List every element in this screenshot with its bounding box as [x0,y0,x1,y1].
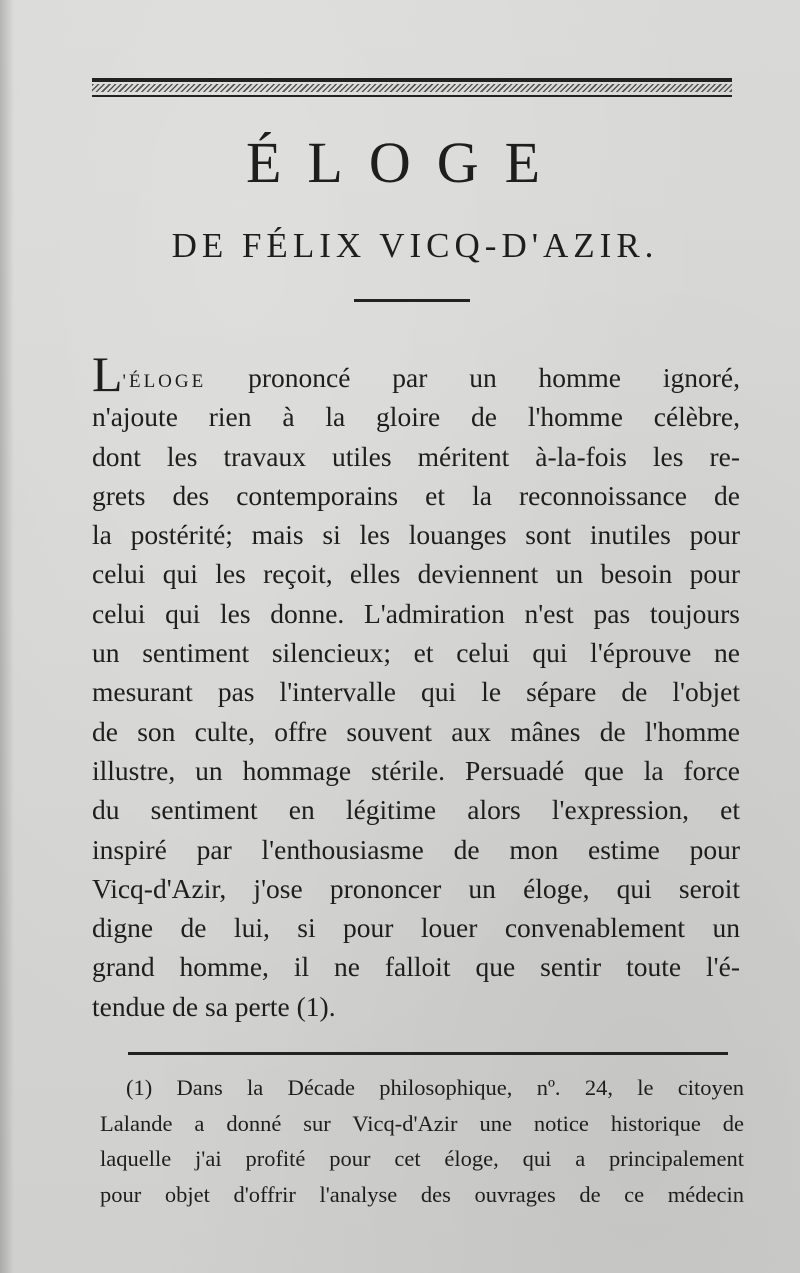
paragraph-line: mesurant pas l'intervalle qui le sépare de l'objet [92,676,740,708]
header-rule-thick [92,78,732,82]
paragraph-line: digne de lui, si pour louer convenablement un [92,912,740,944]
paragraph-line: inspiré par l'enthousiasme de mon estime pour [92,833,740,865]
paragraph-line: du sentiment en légitime alors l'expression, et [92,794,740,826]
paragraph-line: grand homme, il ne falloit que sentir toute l'é- [92,951,740,983]
paragraph-line: celui qui les reçoit, elles deviennent un besoin pour [92,558,740,590]
paragraph-line: dont les travaux utiles méritent à-la-fois les re- [92,440,740,472]
header-ornament-rule [92,72,732,102]
footnote-line: pour objet d'offrir l'analyse des ouvrages de ce médecin [100,1181,744,1207]
paragraph-line: n'ajoute rien à la gloire de l'homme célèbre, [92,401,740,433]
footnote-separator-rule [128,1052,728,1055]
footnote [100,1070,744,1212]
drop-cap: L [92,346,123,402]
paragraph-line: celui qui les donne. L'admiration n'est pas toujours [92,597,740,629]
header-rule-thin [92,95,732,97]
paragraph-line-text: prononcé par un homme ignoré, [206,362,740,393]
page-title: ÉLOGE [245,130,567,195]
paragraph-line [92,346,740,402]
title-separator-rule [354,299,470,302]
footnote-line: Lalande a donné sur Vicq-d'Azir une notice historique de [100,1110,744,1136]
paragraph-line: de son culte, offre souvent aux mânes de l'homme [92,715,740,747]
footnote-line: laquelle j'ai profité pour cet éloge, qui a principalement [100,1146,744,1172]
main-paragraph [92,346,740,1026]
paragraph-last-line: tendue de sa perte (1). [92,990,336,1022]
paragraph-line: un sentiment silencieux; et celui qui l'éprouve ne [92,637,740,669]
page-subtitle: DE FÉLIX VICQ-D'AZIR. [171,226,659,265]
paragraph-line: Vicq-d'Azir, j'ose prononcer un éloge, qui seroit [92,872,740,904]
paragraph-line: grets des contemporains et la reconnoissance de [92,479,740,511]
footnote-line: (1) Dans la Décade philosophique, nº. 24, le citoyen [126,1075,744,1100]
paragraph-line: illustre, un hommage stérile. Persuadé que la force [92,754,740,786]
small-caps-word: 'ÉLOGE [122,371,207,392]
header-rule-hatched [92,84,732,92]
paragraph-line: la postérité; mais si les louanges sont inutiles pour [92,519,740,551]
